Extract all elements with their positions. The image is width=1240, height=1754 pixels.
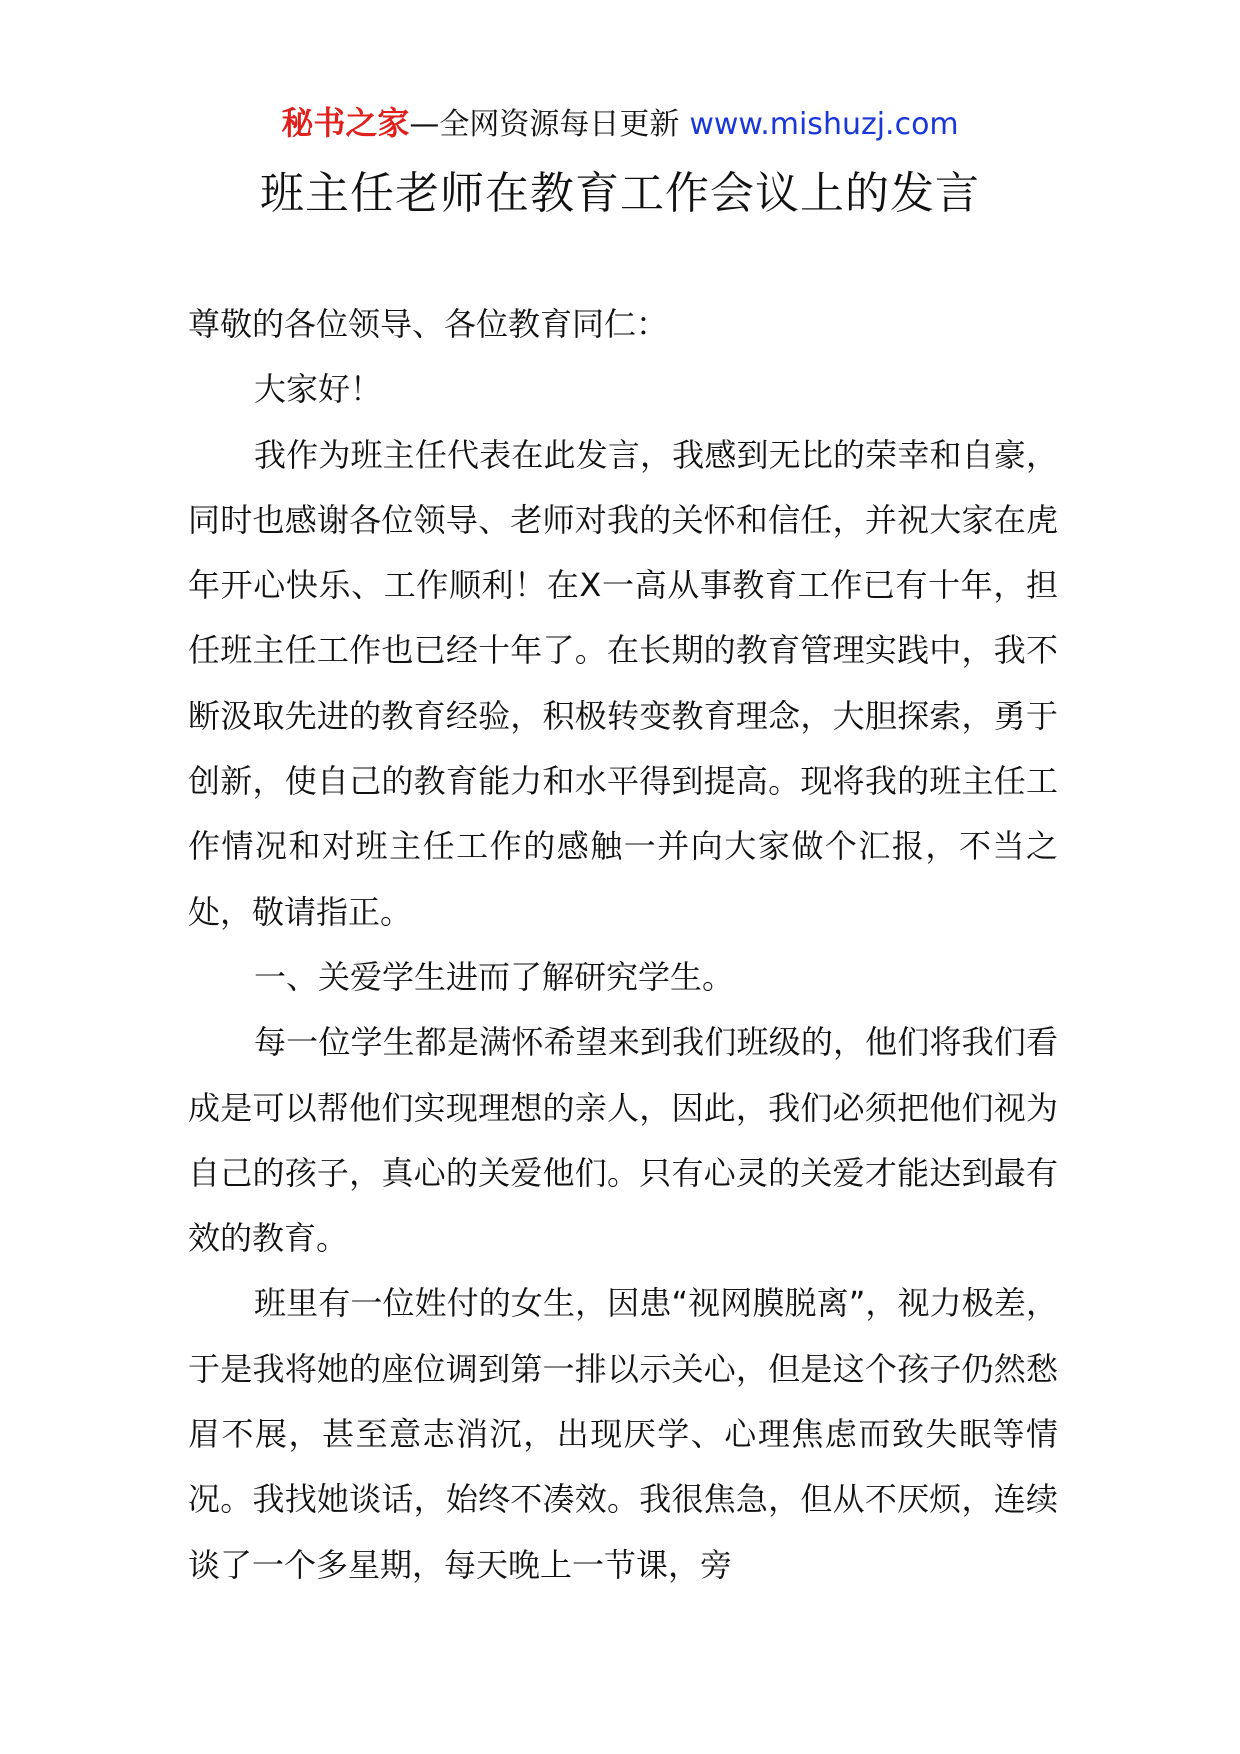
paragraph-intro: 我作为班主任代表在此发言，我感到无比的荣幸和自豪，同时也感谢各位领导、老师对我的关怀和信任，并祝大家在虎年开心快乐、工作顺利！在X一高从事教育工作已有十年，担任班主任工作也已经十年了。在长期的教育管理实践中，我不断汲取先进的教育经验，积极转变教育理念，大胆探索，勇于创新，使自己的教育能力和水平得到提高。现将我的班主任工作情况和对班主任工作的感触一并向大家做个汇报，不当之处，敬请指正。 [188,435,1058,931]
document-title: 班主任老师在教育工作会议上的发言 [260,168,980,219]
greeting: 大家好！ [254,370,383,409]
header-tagline: —全网资源每日更新 [409,107,680,142]
paragraph-example: 班里有一位姓付的女生，因患“视网膜脱离”，视力极差，于是我将她的座位调到第一排以示关心，但是这个孩子仍然愁眉不展，甚至意志消沉，出现厌学、心理焦虑而致失眠等情况。我找她谈话，始终不凑效。我很焦急，但从不厌烦，连续谈了一个多星期，每天晚上一节课，旁 [188,1284,1058,1584]
site-url-link[interactable]: www.mishuzj.com [689,107,959,142]
section-heading-1: 一、关爱学生进而了解研究学生。 [254,957,735,996]
paragraph-care: 每一位学生都是满怀希望来到我们班级的，他们将我们看成是可以帮他们实现理想的亲人，因此，我们必须把他们视为自己的孩子，真心的关爱他们。只有心灵的关爱才能达到最有效的教育。 [188,1023,1058,1258]
brand-name: 秘书之家 [281,104,410,142]
document-body [188,292,1058,1598]
header-banner [0,100,1240,148]
salutation: 尊敬的各位领导、各位教育同仁： [188,305,669,343]
